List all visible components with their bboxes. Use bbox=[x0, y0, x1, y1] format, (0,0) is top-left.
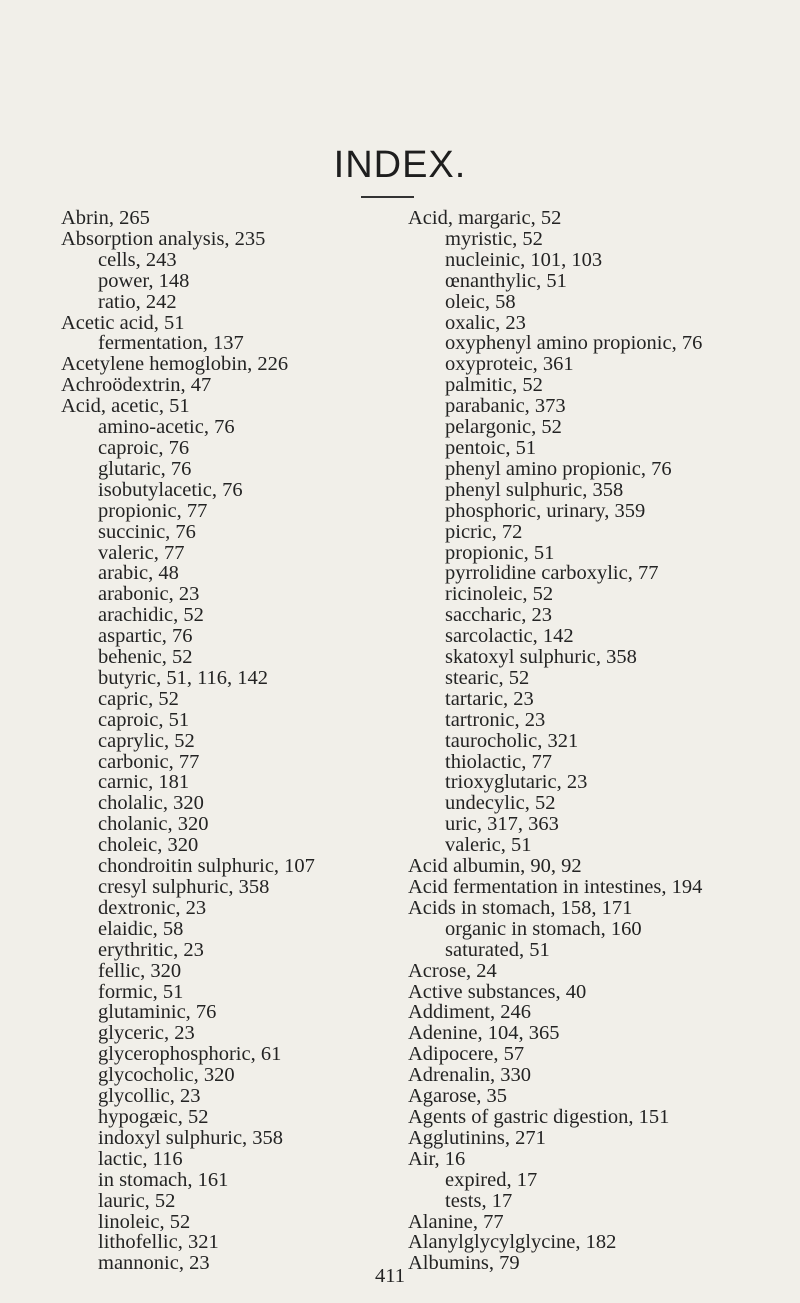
index-entry: tartronic, 23 bbox=[445, 708, 546, 731]
index-entry: phosphoric, urinary, 359 bbox=[445, 499, 646, 522]
index-entry: Acid albumin, 90, 92 bbox=[408, 855, 582, 878]
index-entry: myristic, 52 bbox=[445, 227, 543, 250]
index-entry: Acids in stomach, 158, 171 bbox=[408, 896, 633, 919]
index-entry: Agents of gastric digestion, 151 bbox=[408, 1105, 670, 1128]
index-entry: isobutylacetic, 76 bbox=[98, 478, 243, 501]
index-entry: caprylic, 52 bbox=[98, 729, 195, 752]
index-entry: elaidic, 58 bbox=[98, 917, 184, 940]
index-column-right bbox=[408, 208, 702, 1274]
index-entry: Agarose, 35 bbox=[408, 1085, 508, 1108]
index-entry: mannonic, 23 bbox=[98, 1252, 210, 1275]
index-entry: arabic, 48 bbox=[98, 562, 179, 585]
index-entry: cholalic, 320 bbox=[98, 792, 204, 815]
index-entry: Addiment, 246 bbox=[408, 1001, 531, 1024]
index-entry: glycollic, 23 bbox=[98, 1085, 201, 1108]
index-entry: pentoic, 51 bbox=[445, 436, 537, 459]
index-column-left bbox=[61, 208, 315, 1274]
index-entry: arabonic, 23 bbox=[98, 583, 200, 606]
index-entry: thiolactic, 77 bbox=[445, 750, 553, 773]
index-entry: Adrenalin, 330 bbox=[408, 1064, 531, 1087]
index-entry: Abrin, 265 bbox=[61, 207, 150, 229]
index-entry: oleic, 58 bbox=[445, 290, 516, 313]
index-entry: oxalic, 23 bbox=[445, 311, 526, 334]
index-entry: Adipocere, 57 bbox=[408, 1043, 525, 1066]
index-entry: Absorption analysis, 235 bbox=[61, 227, 266, 250]
index-entry: sarcolactic, 142 bbox=[445, 625, 574, 648]
index-entry: Active substances, 40 bbox=[408, 980, 587, 1003]
index-entry: Achroödextrin, 47 bbox=[61, 374, 212, 397]
index-entry: ricinoleic, 52 bbox=[445, 583, 554, 606]
index-entry: arachidic, 52 bbox=[98, 604, 204, 627]
index-entry: carbonic, 77 bbox=[98, 750, 200, 773]
index-entry: organic in stomach, 160 bbox=[445, 917, 642, 940]
index-entry: formic, 51 bbox=[98, 980, 184, 1003]
index-entry: valeric, 51 bbox=[445, 834, 532, 857]
index-entry: pelargonic, 52 bbox=[445, 416, 562, 439]
index-entry: saccharic, 23 bbox=[445, 604, 552, 627]
index-entry: phenyl sulphuric, 358 bbox=[445, 478, 624, 501]
index-entry: Acid, margaric, 52 bbox=[408, 207, 562, 229]
index-entry: Alanine, 77 bbox=[408, 1210, 504, 1233]
index-entry: palmitic, 52 bbox=[445, 374, 543, 397]
index-entry: taurocholic, 321 bbox=[445, 729, 579, 752]
index-entry: amino-acetic, 76 bbox=[98, 416, 235, 439]
index-entry: propionic, 77 bbox=[98, 499, 208, 522]
index-entry: Air, 16 bbox=[408, 1147, 466, 1170]
index-entry: Alanylglycylglycine, 182 bbox=[408, 1231, 617, 1254]
index-entry: propionic, 51 bbox=[445, 541, 555, 564]
index-entry: Agglutinins, 271 bbox=[408, 1126, 546, 1149]
index-entry: nucleinic, 101, 103 bbox=[445, 248, 603, 271]
index-entry: glycocholic, 320 bbox=[98, 1064, 235, 1087]
index-entry: saturated, 51 bbox=[445, 938, 550, 961]
title-rule bbox=[361, 196, 414, 198]
index-entry: trioxyglutaric, 23 bbox=[445, 771, 588, 794]
index-entry: Albumins, 79 bbox=[408, 1252, 520, 1275]
index-entry: caproic, 51 bbox=[98, 708, 190, 731]
index-entry: phenyl amino propionic, 76 bbox=[445, 457, 672, 480]
index-entry: Acrose, 24 bbox=[408, 959, 497, 982]
index-entry: Acid, acetic, 51 bbox=[61, 395, 190, 418]
index-entry: Acid fermentation in intestines, 194 bbox=[408, 876, 703, 898]
index-entry: Acetic acid, 51 bbox=[61, 311, 185, 334]
index-entry: indoxyl sulphuric, 358 bbox=[98, 1126, 284, 1149]
index-entry: stearic, 52 bbox=[445, 666, 530, 689]
index-entry: lactic, 116 bbox=[98, 1147, 183, 1170]
index-entry: tests, 17 bbox=[445, 1189, 513, 1212]
index-entry: glycerophosphoric, 61 bbox=[98, 1043, 282, 1066]
index-entry: succinic, 76 bbox=[98, 520, 196, 543]
index-entry: cholanic, 320 bbox=[98, 813, 209, 836]
index-entry: lithofellic, 321 bbox=[98, 1231, 219, 1254]
index-entry: cresyl sulphuric, 358 bbox=[98, 876, 270, 898]
index-entry: fermentation, 137 bbox=[98, 332, 244, 355]
index-entry: undecylic, 52 bbox=[445, 792, 556, 815]
index-entry: behenic, 52 bbox=[98, 646, 193, 669]
index-entry: fellic, 320 bbox=[98, 959, 182, 982]
index-entry: tartaric, 23 bbox=[445, 687, 534, 710]
index-entry: carnic, 181 bbox=[98, 771, 190, 794]
index-entry: power, 148 bbox=[98, 269, 190, 292]
index-entry: hypogæic, 52 bbox=[98, 1105, 209, 1128]
index-entry: erythritic, 23 bbox=[98, 938, 204, 961]
index-entry: Adenine, 104, 365 bbox=[408, 1022, 560, 1045]
index-entry: oxyproteic, 361 bbox=[445, 353, 574, 376]
index-entry: uric, 317, 363 bbox=[445, 813, 559, 836]
index-entry: oxyphenyl amino propionic, 76 bbox=[445, 332, 703, 355]
page-number: 411 bbox=[375, 1265, 405, 1287]
page-title: INDEX. bbox=[333, 144, 467, 186]
index-entry: glutaminic, 76 bbox=[98, 1001, 217, 1024]
index-entry: glyceric, 23 bbox=[98, 1022, 195, 1045]
index-entry: ratio, 242 bbox=[98, 290, 177, 313]
index-entry: expired, 17 bbox=[445, 1168, 538, 1191]
index-entry: Acetylene hemoglobin, 226 bbox=[61, 353, 289, 376]
index-entry: glutaric, 76 bbox=[98, 457, 192, 480]
index-entry: butyric, 51, 116, 142 bbox=[98, 666, 269, 689]
index-entry: aspartic, 76 bbox=[98, 625, 193, 648]
index-entry: chondroitin sulphuric, 107 bbox=[98, 855, 315, 878]
index-entry: valeric, 77 bbox=[98, 541, 185, 564]
index-entry: cells, 243 bbox=[98, 248, 177, 271]
index-entry: in stomach, 161 bbox=[98, 1168, 229, 1191]
index-entry: linoleic, 52 bbox=[98, 1210, 191, 1233]
index-entry: lauric, 52 bbox=[98, 1189, 176, 1212]
index-entry: skatoxyl sulphuric, 358 bbox=[445, 646, 637, 669]
index-entry: capric, 52 bbox=[98, 687, 179, 710]
index-entry: caproic, 76 bbox=[98, 436, 190, 459]
index-entry: picric, 72 bbox=[445, 520, 523, 543]
index-entry: parabanic, 373 bbox=[445, 395, 566, 418]
index-entry: choleic, 320 bbox=[98, 834, 199, 857]
index-entry: œnanthylic, 51 bbox=[445, 269, 567, 292]
index-entry: dextronic, 23 bbox=[98, 896, 207, 919]
index-entry: pyrrolidine carboxylic, 77 bbox=[445, 562, 659, 585]
